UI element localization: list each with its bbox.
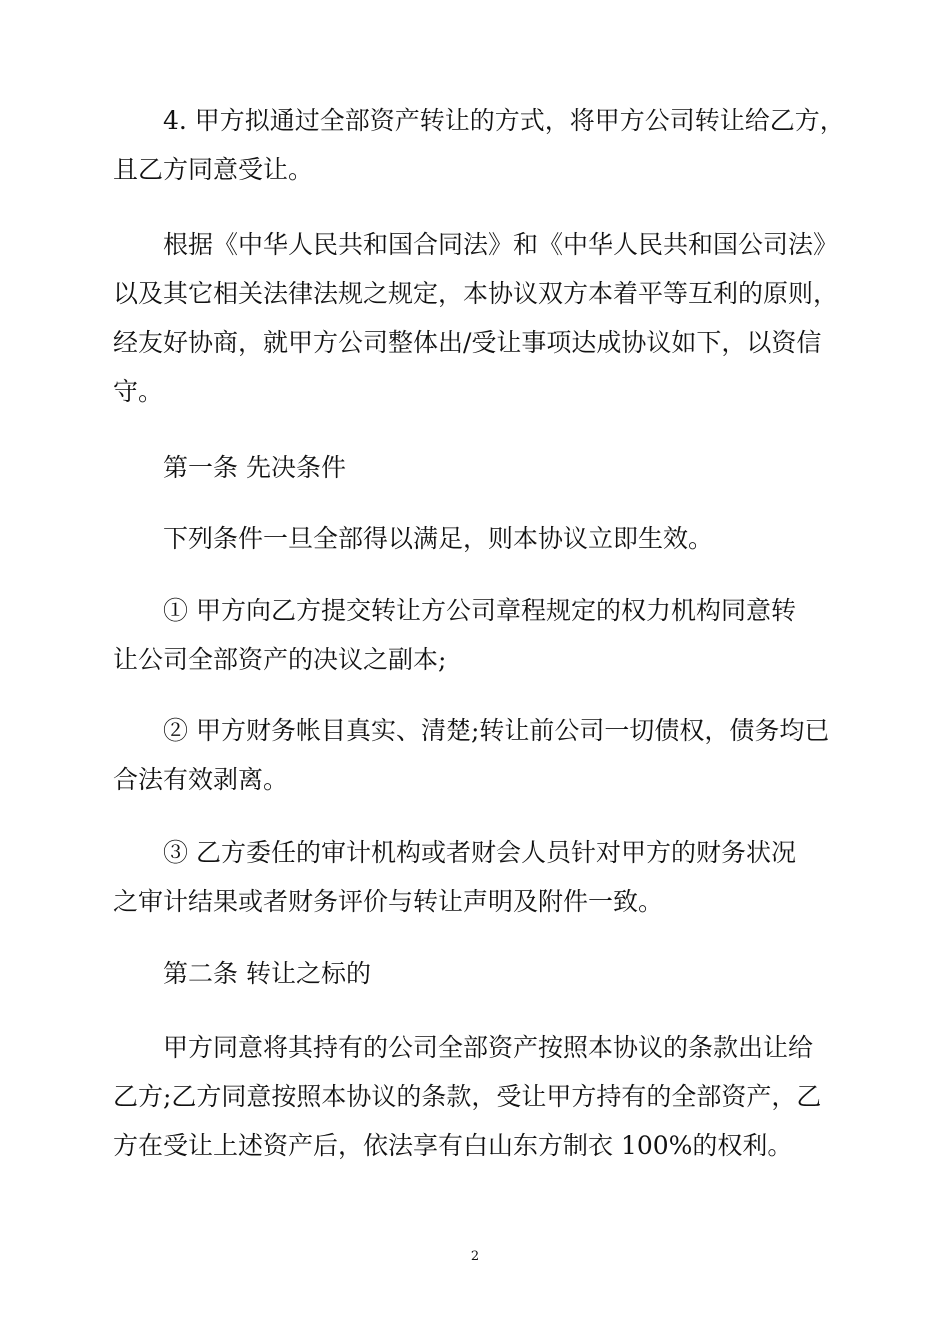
article-heading: 第一条 先决条件	[163, 453, 346, 482]
list-item-line: 合法有效剥离。	[113, 765, 289, 794]
list-item-line: ③ 乙方委任的审计机构或者财会人员针对甲方的财务状况	[163, 838, 796, 867]
list-item-line: 让公司全部资产的决议之副本;	[113, 645, 447, 674]
paragraph-line: 守。	[113, 377, 164, 406]
paragraph-line: 以及其它相关法律法规之规定，本协议双方本着平等互利的原则，	[113, 279, 839, 308]
paragraph-line: 下列条件一旦全部得以满足，则本协议立即生效。	[163, 524, 714, 553]
list-item-line: ② 甲方财务帐目真实、清楚;转让前公司一切债权，债务均已	[163, 716, 830, 745]
paragraph-line: 经友好协商，就甲方公司整体出/受让事项达成协议如下，以资信	[113, 328, 822, 357]
paragraph-line: 4. 甲方拟通过全部资产转让的方式，将甲方公司转让给乙方，	[163, 106, 845, 135]
paragraph-line: 甲方同意将其持有的公司全部资产按照本协议的条款出让给	[163, 1033, 814, 1062]
paragraph-line: 根据《中华人民共和国合同法》和《中华人民共和国公司法》	[163, 230, 839, 259]
page-number: 2	[470, 1249, 480, 1264]
list-item-line: ① 甲方向乙方提交转让方公司章程规定的权力机构同意转	[163, 596, 796, 625]
paragraph-line: 且乙方同意受让。	[113, 155, 314, 184]
paragraph-line: 方在受让上述资产后，依法享有白山东方制衣 100%的权利。	[113, 1131, 793, 1160]
paragraph-line: 乙方;乙方同意按照本协议的条款，受让甲方持有的全部资产，乙	[113, 1082, 822, 1111]
list-item-line: 之审计结果或者财务评价与转让声明及附件一致。	[113, 887, 664, 916]
article-heading: 第二条 转让之标的	[163, 959, 371, 988]
